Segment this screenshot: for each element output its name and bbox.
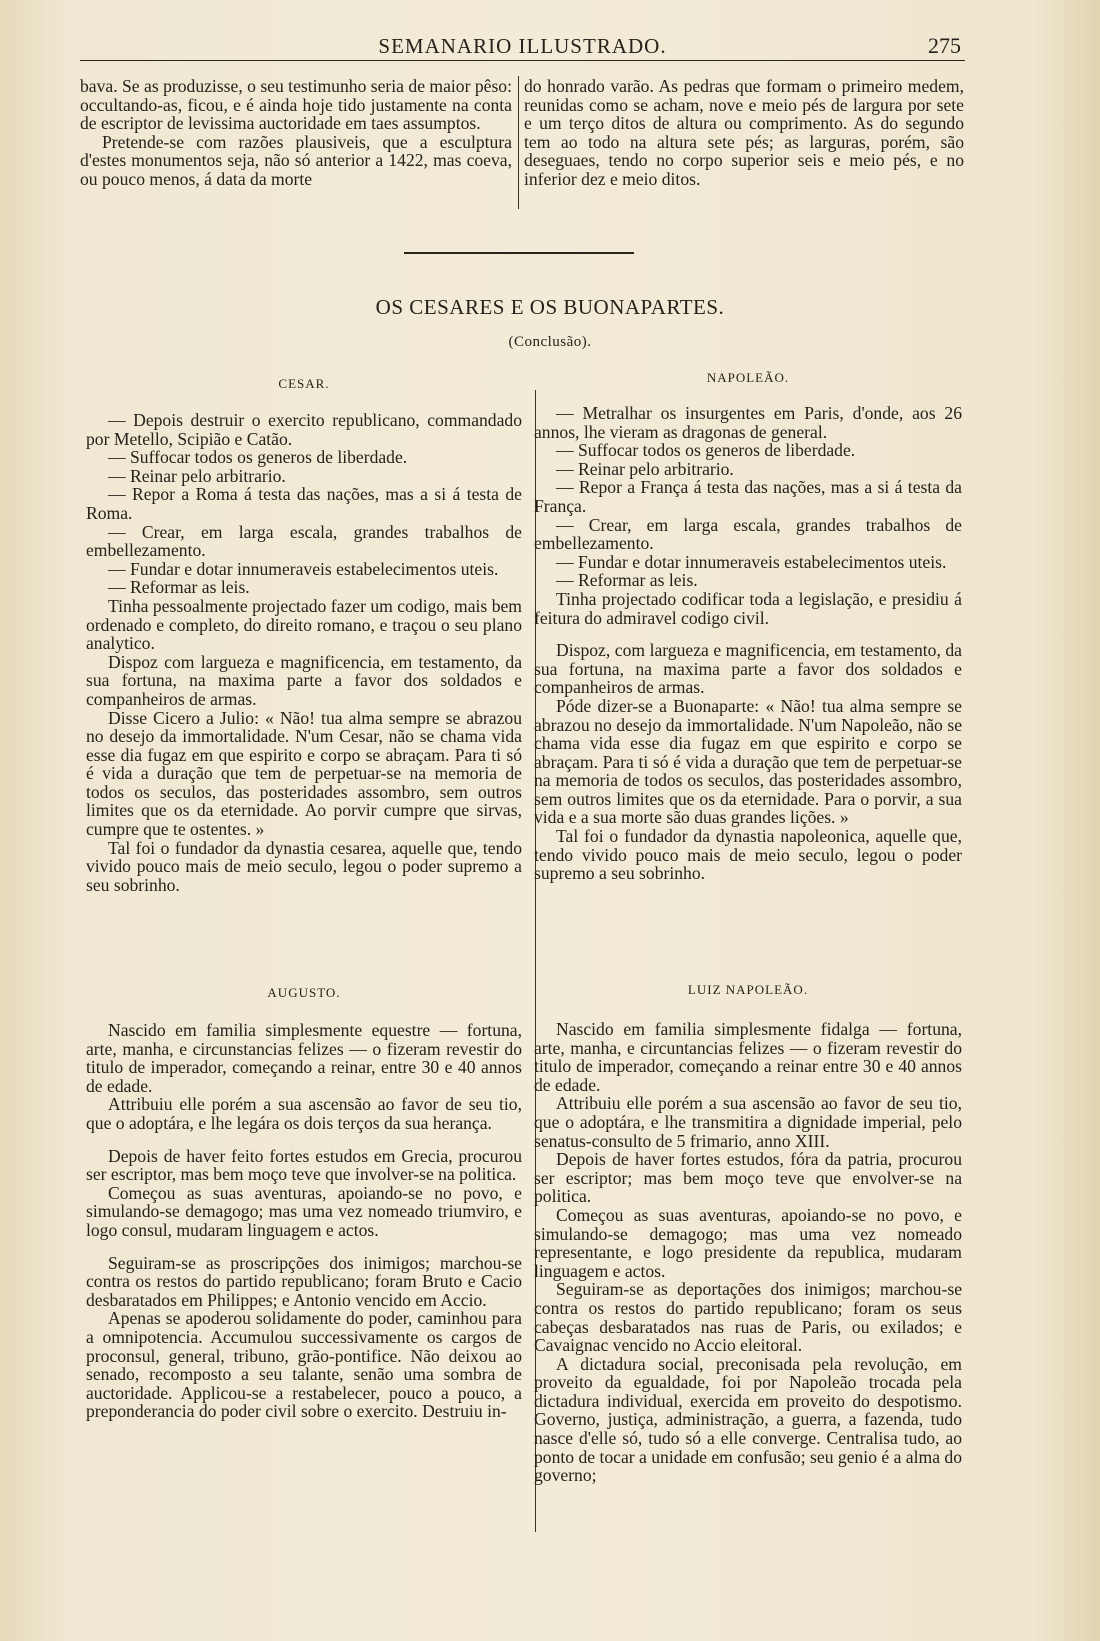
paragraph: Seguiram-se as deportações dos inimigos; marchou-se contra os restos do partido republicano; foram os seus cabeças desbaratados nas ruas de Paris, ou exilados; e Cavaignac vencido no Accio eleitoral. bbox=[534, 1279, 962, 1356]
paragraph: do honrado varão. As pedras que formam o primeiro medem, reunidas como se acham, nove e meio pés de largura por sete e um terço ditos de altura ou comprimento. As do segundo tem ao todo na altura sete pés; as larguras, porém, são deseguaes, tendo no corpo superior seis e meio pés, e no inferior dez e meio ditos. bbox=[524, 76, 964, 189]
heading-augusto: AUGUSTO. bbox=[267, 985, 341, 1000]
paragraph: — Depois destruir o exercito republicano, commandado por Metello, Scipião e Catão. bbox=[86, 410, 522, 449]
paragraph: — Suffocar todos os generos de liberdade. bbox=[556, 440, 856, 461]
running-title: SEMANARIO ILLUSTRADO. bbox=[378, 34, 667, 58]
paragraph: Nascido em familia simplesmente fidalga — fortuna, arte, manha, e circuntancias felizes — o fizeram revestir do titulo de imperador, começando a reinar entre 30 e 40 annos de edade. bbox=[534, 1019, 962, 1095]
paragraph: Tinha projectado codificar toda a legislação, e presidiu á feitura do admiravel codigo civil. bbox=[534, 588, 962, 628]
paragraph: Nascido em familia simplesmente equestre — fortuna, arte, manha, e circunstancias felizes — o fizeram revestir do titulo de imperador, começando a reinar, entre 30 e 40 annos de edade. bbox=[86, 1020, 522, 1096]
paragraph: — Repor a Roma á testa das nações, mas a si á testa de Roma. bbox=[86, 484, 522, 523]
paragraph: Tinha pessoalmente projectado fazer um codigo, mais bem ordenado e completo, do direito romano, e traçou o seu plano analytico. bbox=[86, 595, 522, 654]
paragraph: Póde dizer-se a Buonaparte: « Não! tua alma sempre se abrazou no desejo da immortalidade. N'um Napoleão, não se chama vida esse dia fugaz em que espirito e corpo se abraçam. Para ti só é vida a duração que tem de perpetuar-se na memoria de todos os seculos, das posteridades assombro, sem outros limites que os da eternidade. Para o porvir, a sua vida e a sua morte são duas grandes lições. » bbox=[534, 695, 962, 828]
paragraph: — Fundar e dotar innumeraveis estabelecimentos uteis. bbox=[108, 558, 499, 579]
paragraph: Attribuiu elle porém a sua ascensão ao favor de seu tio, que o adoptára, e lhe legára os dois terços da sua herança. bbox=[86, 1094, 522, 1133]
page-number: 275 bbox=[928, 33, 961, 58]
paragraph: Começou as suas aventuras, apoiando-se no povo, e simulando-se demagogo; mas uma vez nomeado triumviro, e logo consul, mudaram linguagem e actos. bbox=[86, 1182, 522, 1240]
napoleao-column bbox=[534, 404, 962, 883]
section-rule bbox=[404, 252, 634, 254]
paragraph: — Reformar as leis. bbox=[556, 570, 698, 591]
paragraph: — Reinar pelo arbitrario. bbox=[108, 465, 286, 486]
article-title: OS CESARES E OS BUONAPARTES. bbox=[375, 295, 725, 319]
paragraph: Apenas se apoderou solidamente do poder, caminhou para a omnipotencia. Accumulou successivamente os cargos de proconsul, general, tribuno, grão-pontifice. Não deixou ao senado, recomposto a seu talante, senão uma sombra de auctoridade. Applicou-se a restabelecer, pouco a pouco, a preponderancia do poder civil sobre o exercito. Destruiu in- bbox=[86, 1308, 522, 1422]
paragraph: Tal foi o fundador da dynastia cesarea, aquelle que, tendo vivido pouco mais de meio seculo, legou o poder supremo a seu sobrinho. bbox=[86, 837, 522, 895]
top-left-column bbox=[80, 77, 512, 189]
paragraph: — Fundar e dotar innumeraveis estabelecimentos uteis. bbox=[556, 551, 947, 572]
paragraph: Depois de haver fortes estudos, fóra da patria, procurou ser escriptor; mas bem moço teve que envolver-se na politica. bbox=[534, 1149, 962, 1207]
paragraph: — Metralhar os insurgentes em Paris, d'onde, aos 26 annos, lhe vieram as dragonas de general. bbox=[534, 403, 962, 442]
paragraph: Dispoz com largueza e magnificencia, em testamento, da sua fortuna, na maxima parte a favor dos soldados e companheiros de armas. bbox=[86, 651, 522, 709]
top-right-column bbox=[524, 77, 964, 189]
heading-cesar: CESAR. bbox=[278, 376, 330, 391]
page-header bbox=[80, 34, 965, 61]
paragraph: bava. Se as produzisse, o seu testimunho seria de maior pêso: occultando-as, ficou, e é ainda hoje tido justamente na conta de escriptor de levissima auctoridade em taes assumptos. bbox=[80, 76, 512, 134]
paragraph: — Reformar as leis. bbox=[108, 577, 250, 598]
paragraph: Disse Cicero a Julio: « Não! tua alma sempre se abrazou no desejo da immortalidade. N'um Cesar, não se chama vida esse dia fugaz em que espirito e corpo se abraçam. Para ti só é vida a duração que tem de perpetuar-se na memoria de todos os seculos, das posteridades assombro, sem outros limites que os da eternidade. Ao porvir cumpre que sirvas, cumpre que te ostentes. » bbox=[86, 707, 522, 840]
heading-napoleao: NAPOLEÃO. bbox=[706, 370, 790, 385]
paragraph: Seguiram-se as proscripções dos inimigos; marchou-se contra os restos do partido republicano; foram Bruto e Cacio desbaratados em Philippes; e Antonio vencido em Accio. bbox=[86, 1252, 522, 1310]
paragraph: Pretende-se com razões plausiveis, que a esculptura d'estes monumentos seja, não só anterior a 1422, mas coeva, ou pouco menos, á data da morte bbox=[80, 131, 512, 189]
paragraph: Tal foi o fundador da dynastia napoleonica, aquelle que, tendo vivido pouco mais de meio seculo, legou o poder supremo a seu sobrinho. bbox=[534, 826, 962, 884]
paragraph: A dictadura social, preconisada pela revolução, em proveito da egualdade, foi por Napoleão trocada pela dictadura individual, exercida em proveito do despotismo. Governo, justiça, administração, a guerra, a fazenda, tudo nasce d'elle só, tudo só a elle converge. Centralisa tudo, ao ponto de tocar a unidade em confusão; seu genio é a alma do governo; bbox=[534, 1353, 962, 1486]
paragraph: Attribuiu elle porém a sua ascensão ao favor de seu tio, que o adoptára, e lhe transmitira a dignidade imperial, pelo senatus-consulto de 5 frimario, anno XIII. bbox=[534, 1093, 962, 1151]
cesar-column bbox=[86, 411, 522, 894]
article-subtitle: (Conclusão). bbox=[508, 334, 592, 350]
paragraph: — Crear, em larga escala, grandes trabalhos de embellezamento. bbox=[86, 521, 522, 561]
paragraph: Depois de haver feito fortes estudos em Grecia, procurou ser escriptor, mas bem moço teve que involver-se na politica. bbox=[86, 1145, 522, 1185]
heading-luiz-napoleao: LUIZ NAPOLEÃO. bbox=[687, 982, 809, 997]
paragraph: Dispoz, com largueza e magnificencia, em testamento, da sua fortuna, na maxima parte a favor dos soldados e companheiros de armas. bbox=[534, 640, 962, 698]
paragraph: — Repor a França á testa das nações, mas a si á testa da França. bbox=[534, 477, 962, 516]
augusto-column bbox=[86, 1021, 522, 1421]
paragraph: — Crear, em larga escala, grandes trabalhos de embellezamento. bbox=[534, 514, 962, 554]
paragraph: — Suffocar todos os generos de liberdade. bbox=[108, 447, 408, 468]
column-divider bbox=[518, 76, 519, 209]
paragraph: Começou as suas aventuras, apoiando-se no povo, e simulando-se demagogo; mas uma vez nomeado representante, e logo presidente da republica, mudaram linguagem e actos. bbox=[534, 1204, 962, 1281]
luiz-napoleao-column bbox=[534, 1020, 962, 1485]
paragraph: — Reinar pelo arbitrario. bbox=[556, 458, 734, 479]
